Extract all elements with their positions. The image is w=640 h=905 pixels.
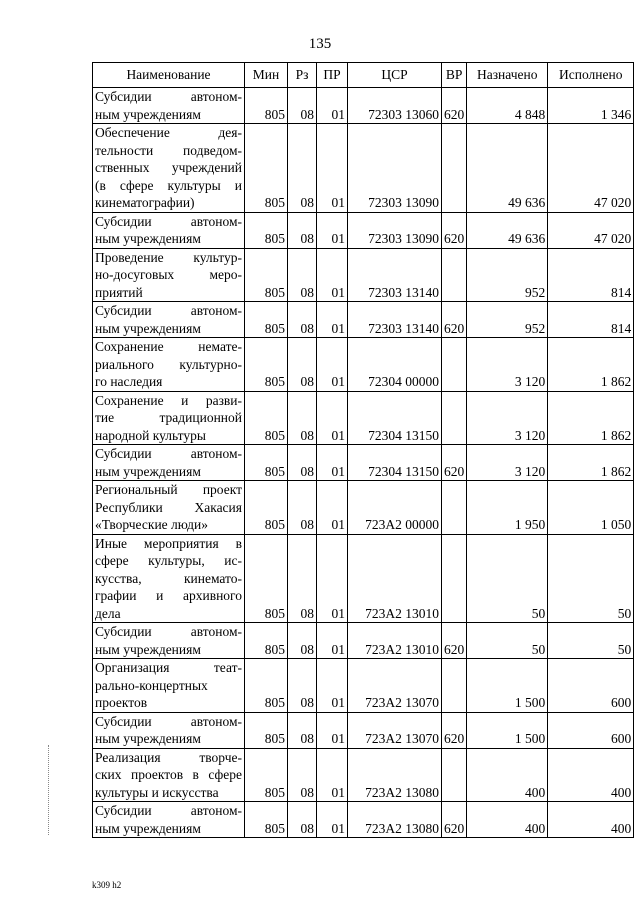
cell-min: 805	[245, 712, 288, 748]
cell-pr: 01	[317, 248, 348, 302]
cell-min: 805	[245, 391, 288, 445]
cell-name-line: Реализация творче-	[95, 749, 242, 765]
header-csr: ЦСР	[348, 63, 442, 88]
cell-name-line: Сохранение немате-	[95, 339, 242, 354]
cell-rz: 08	[288, 88, 317, 124]
budget-table	[92, 62, 634, 838]
table-row	[93, 445, 634, 481]
cell-csr: 72304 00000	[348, 338, 442, 392]
cell-name-line: ным учреждениям	[95, 106, 201, 122]
cell-name-line: риального культурно-	[95, 356, 242, 372]
cell-rz: 08	[288, 534, 317, 623]
cell-vr	[442, 338, 467, 392]
cell-name-line: дела	[95, 605, 121, 621]
header-assigned: Назначено	[467, 63, 548, 88]
cell-assigned: 49 636	[467, 124, 548, 213]
table-row	[93, 88, 634, 124]
cell-name-line: Проведение культур-	[95, 249, 242, 265]
cell-vr: 620	[442, 88, 467, 124]
cell-name-line: ным учреждениям	[95, 731, 201, 746]
cell-assigned: 1 950	[467, 481, 548, 535]
cell-executed: 814	[548, 248, 634, 302]
cell-min: 805	[245, 88, 288, 124]
cell-name-line: культуры и искусства	[95, 784, 219, 800]
cell-name-line: Сохранение и разви-	[95, 392, 242, 408]
cell-rz: 08	[288, 481, 317, 535]
cell-rz: 08	[288, 124, 317, 213]
cell-rz: 08	[288, 712, 317, 748]
cell-executed: 47 020	[548, 212, 634, 248]
cell-name-line: кинематографии)	[95, 195, 195, 210]
cell-name	[93, 445, 245, 481]
cell-name	[93, 124, 245, 213]
cell-name	[93, 534, 245, 623]
cell-csr: 72303 13090	[348, 124, 442, 213]
cell-assigned: 400	[467, 748, 548, 802]
cell-name-line: рально-концертных	[95, 677, 208, 693]
cell-assigned: 1 500	[467, 659, 548, 713]
table-row	[93, 712, 634, 748]
cell-name-line: Региональный проект	[95, 482, 242, 497]
table-header-row	[93, 63, 634, 88]
cell-min: 805	[245, 748, 288, 802]
cell-name-line: Субсидии автоном-	[95, 213, 242, 229]
table-row	[93, 391, 634, 445]
cell-name	[93, 748, 245, 802]
cell-min: 805	[245, 659, 288, 713]
cell-rz: 08	[288, 659, 317, 713]
cell-min: 805	[245, 445, 288, 481]
cell-name	[93, 302, 245, 338]
cell-name-line: приятий	[95, 284, 143, 300]
cell-vr	[442, 391, 467, 445]
cell-assigned: 3 120	[467, 445, 548, 481]
table-body	[93, 88, 634, 838]
cell-vr	[442, 534, 467, 623]
cell-rz: 08	[288, 623, 317, 659]
cell-csr: 72304 13150	[348, 391, 442, 445]
cell-executed: 400	[548, 748, 634, 802]
cell-assigned: 4 848	[467, 88, 548, 124]
cell-name	[93, 88, 245, 124]
cell-csr: 723А2 13080	[348, 748, 442, 802]
cell-name-line: тельности подведом-	[95, 142, 242, 158]
cell-pr: 01	[317, 124, 348, 213]
cell-csr: 723А2 13080	[348, 802, 442, 838]
table-row	[93, 802, 634, 838]
cell-csr: 72303 13140	[348, 302, 442, 338]
cell-rz: 08	[288, 212, 317, 248]
cell-executed: 1 862	[548, 445, 634, 481]
table-row	[93, 248, 634, 302]
cell-name	[93, 712, 245, 748]
cell-vr	[442, 248, 467, 302]
cell-csr: 723А2 00000	[348, 481, 442, 535]
header-rz: Рз	[288, 63, 317, 88]
cell-vr: 620	[442, 802, 467, 838]
cell-vr	[442, 659, 467, 713]
cell-pr: 01	[317, 88, 348, 124]
cell-vr	[442, 748, 467, 802]
cell-pr: 01	[317, 534, 348, 623]
cell-name-line: кусства, кинемато-	[95, 570, 242, 586]
cell-executed: 50	[548, 534, 634, 623]
cell-min: 805	[245, 802, 288, 838]
table-row	[93, 623, 634, 659]
cell-name-line: ным учреждениям	[95, 820, 201, 836]
cell-min: 805	[245, 248, 288, 302]
cell-name-line: Организация теат-	[95, 660, 242, 675]
table-row	[93, 659, 634, 713]
cell-name-line: (в сфере культуры и	[95, 177, 242, 193]
table-row	[93, 124, 634, 213]
cell-min: 805	[245, 212, 288, 248]
cell-vr: 620	[442, 212, 467, 248]
cell-name-line: Субсидии автоном-	[95, 446, 242, 461]
cell-executed: 47 020	[548, 124, 634, 213]
cell-name-line: ным учреждениям	[95, 231, 201, 246]
cell-name-line: ным учреждениям	[95, 463, 201, 479]
cell-rz: 08	[288, 338, 317, 392]
header-pr: ПР	[317, 63, 348, 88]
cell-name	[93, 481, 245, 535]
cell-min: 805	[245, 302, 288, 338]
cell-min: 805	[245, 481, 288, 535]
cell-executed: 1 862	[548, 338, 634, 392]
table-row	[93, 748, 634, 802]
cell-assigned: 50	[467, 623, 548, 659]
cell-min: 805	[245, 623, 288, 659]
cell-executed: 1 346	[548, 88, 634, 124]
cell-assigned: 400	[467, 802, 548, 838]
cell-executed: 1 050	[548, 481, 634, 535]
cell-vr	[442, 481, 467, 535]
cell-rz: 08	[288, 391, 317, 445]
cell-rz: 08	[288, 802, 317, 838]
cell-name	[93, 659, 245, 713]
header-executed: Исполнено	[548, 63, 634, 88]
table-row	[93, 212, 634, 248]
cell-csr: 723А2 13070	[348, 659, 442, 713]
cell-pr: 01	[317, 659, 348, 713]
cell-rz: 08	[288, 445, 317, 481]
cell-min: 805	[245, 338, 288, 392]
cell-name	[93, 802, 245, 838]
cell-name	[93, 391, 245, 445]
cell-pr: 01	[317, 391, 348, 445]
table-row	[93, 481, 634, 535]
cell-pr: 01	[317, 338, 348, 392]
cell-csr: 723А2 13070	[348, 712, 442, 748]
cell-assigned: 3 120	[467, 338, 548, 392]
cell-pr: 01	[317, 748, 348, 802]
cell-vr: 620	[442, 712, 467, 748]
cell-pr: 01	[317, 445, 348, 481]
cell-executed: 814	[548, 302, 634, 338]
cell-name-line: Иные мероприятия в	[95, 535, 242, 551]
footer-code: k309 h2	[92, 880, 122, 890]
cell-pr: 01	[317, 302, 348, 338]
cell-csr: 72304 13150	[348, 445, 442, 481]
cell-assigned: 50	[467, 534, 548, 623]
cell-assigned: 952	[467, 302, 548, 338]
cell-pr: 01	[317, 623, 348, 659]
cell-assigned: 952	[467, 248, 548, 302]
cell-pr: 01	[317, 481, 348, 535]
table-row	[93, 338, 634, 392]
cell-rz: 08	[288, 748, 317, 802]
cell-name-line: Субсидии автоном-	[95, 803, 242, 818]
cell-pr: 01	[317, 212, 348, 248]
cell-vr: 620	[442, 302, 467, 338]
cell-name-line: графии и архивного	[95, 588, 242, 603]
cell-vr: 620	[442, 445, 467, 481]
cell-name-line: Субсидии автоном-	[95, 89, 242, 104]
cell-name-line: ских проектов в сфере	[95, 767, 242, 782]
cell-name-line: Субсидии автоном-	[95, 303, 242, 318]
cell-assigned: 1 500	[467, 712, 548, 748]
cell-csr: 72303 13060	[348, 88, 442, 124]
cell-name	[93, 623, 245, 659]
cell-min: 805	[245, 534, 288, 623]
cell-name-line: проектов	[95, 695, 148, 710]
cell-assigned: 3 120	[467, 391, 548, 445]
cell-pr: 01	[317, 712, 348, 748]
cell-csr: 72303 13090	[348, 212, 442, 248]
cell-name-line: Обеспечение дея-	[95, 125, 242, 140]
cell-csr: 723А2 13010	[348, 534, 442, 623]
cell-rz: 08	[288, 302, 317, 338]
cell-name-line: ным учреждениям	[95, 320, 201, 336]
cell-csr: 72303 13140	[348, 248, 442, 302]
header-min: Мин	[245, 63, 288, 88]
cell-name-line: го наследия	[95, 374, 163, 389]
cell-pr: 01	[317, 802, 348, 838]
cell-csr: 723А2 13010	[348, 623, 442, 659]
cell-vr	[442, 124, 467, 213]
cell-name	[93, 212, 245, 248]
cell-assigned: 49 636	[467, 212, 548, 248]
cell-name-line: тие традиционной	[95, 410, 242, 425]
cell-name-line: ственных учреждений	[95, 160, 242, 175]
cell-executed: 600	[548, 659, 634, 713]
margin-mark	[48, 745, 49, 835]
cell-executed: 600	[548, 712, 634, 748]
cell-name-line: Республики Хакасия	[95, 499, 242, 515]
cell-min: 805	[245, 124, 288, 213]
cell-executed: 50	[548, 623, 634, 659]
cell-name-line: Субсидии автоном-	[95, 713, 242, 729]
cell-vr: 620	[442, 623, 467, 659]
header-vr: ВР	[442, 63, 467, 88]
cell-name-line: сфере культуры, ис-	[95, 553, 242, 568]
cell-name-line: «Творческие люди»	[95, 517, 209, 532]
header-name: Наименование	[93, 63, 245, 88]
cell-name-line: народной культуры	[95, 427, 206, 443]
cell-name	[93, 248, 245, 302]
cell-name-line: ным учреждениям	[95, 641, 201, 657]
cell-name	[93, 338, 245, 392]
cell-name-line: Субсидии автоном-	[95, 624, 242, 639]
table-row	[93, 534, 634, 623]
cell-rz: 08	[288, 248, 317, 302]
cell-executed: 1 862	[548, 391, 634, 445]
table-row	[93, 302, 634, 338]
page-number: 135	[308, 36, 332, 52]
cell-name-line: но-досуговых меро-	[95, 267, 242, 282]
cell-executed: 400	[548, 802, 634, 838]
